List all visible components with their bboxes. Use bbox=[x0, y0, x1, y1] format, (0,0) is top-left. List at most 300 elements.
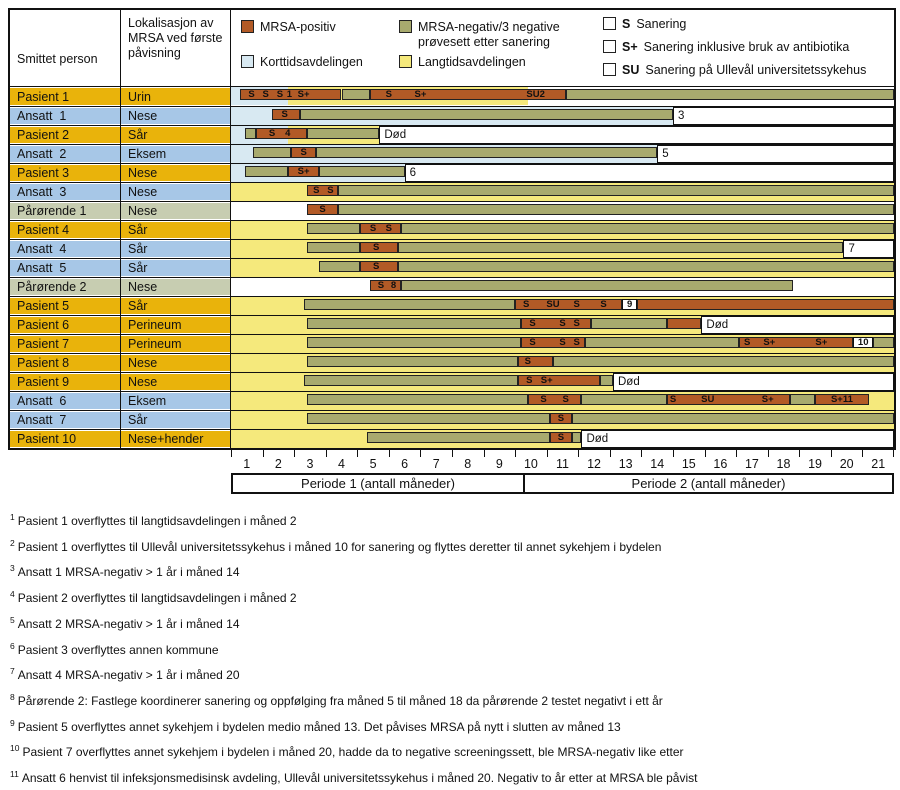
sanering-mark: 1 bbox=[286, 89, 293, 100]
site-label-cell bbox=[121, 391, 230, 410]
legend-item bbox=[399, 55, 526, 70]
site-label: Sår bbox=[121, 298, 230, 314]
site-label-cell bbox=[121, 315, 230, 334]
footnote bbox=[10, 687, 890, 713]
footnote-text: Pasient 7 overflyttes annet sykehjem i bydelen i måned 20, hadde da to negative screeningssett, ble MRSA-negativ like etter bbox=[22, 745, 684, 760]
sanering-mark: 4 bbox=[285, 128, 291, 139]
sanering-mark: S bbox=[248, 89, 255, 100]
month-axis bbox=[231, 450, 894, 473]
sanering-mark: S bbox=[529, 318, 536, 329]
timeline-row bbox=[231, 106, 894, 125]
footnote-number: 3 bbox=[10, 563, 15, 574]
month-tick bbox=[641, 450, 642, 457]
sanering-mark: S bbox=[526, 375, 533, 386]
person-label-cell bbox=[10, 87, 120, 106]
sanering-mark: S+ bbox=[763, 337, 776, 348]
month-label: 10 bbox=[523, 457, 538, 471]
mrsa-negative-bar bbox=[307, 223, 361, 234]
footnote-number: 6 bbox=[10, 640, 15, 651]
timeline-row bbox=[231, 353, 894, 372]
timeline-rows bbox=[231, 87, 894, 448]
timeline-row bbox=[231, 277, 894, 296]
footnote-number: 10 bbox=[10, 743, 20, 754]
sanering-mark: S+ bbox=[414, 89, 427, 100]
timeline-row bbox=[231, 334, 894, 353]
sanering-mark: SU2 bbox=[526, 89, 545, 100]
site-label-cell bbox=[121, 125, 230, 144]
month-tick bbox=[862, 450, 863, 457]
site-label-cell bbox=[121, 201, 230, 220]
site-label: Nese bbox=[121, 184, 230, 200]
footnote-text: Pårørende 2: Fastlege koordinerer sanering og oppfølging fra måned 5 til måned 18 da pårørende 2 testet negativt i ett år bbox=[17, 693, 663, 708]
month-label: 7 bbox=[432, 457, 440, 471]
month-label: 21 bbox=[871, 457, 886, 471]
death-box: Død bbox=[613, 373, 894, 391]
site-label-cell bbox=[121, 163, 230, 182]
sanering-mark: S+ bbox=[815, 337, 828, 348]
site-label: Nese bbox=[121, 279, 230, 295]
person-label: Pasient 6 bbox=[10, 317, 120, 333]
month-label: 5 bbox=[369, 457, 377, 471]
month-tick bbox=[578, 450, 579, 457]
person-label: Pasient 2 bbox=[10, 127, 120, 143]
sanering-mark: S bbox=[268, 128, 276, 139]
sanering-mark: S+ bbox=[297, 166, 310, 177]
person-label-cell bbox=[10, 410, 120, 429]
sanering-mark: S bbox=[573, 337, 580, 348]
legend-swatch-icon bbox=[603, 17, 616, 30]
site-label-cell bbox=[121, 220, 230, 239]
person-label-cell bbox=[10, 220, 120, 239]
sanering-mark: S bbox=[669, 394, 677, 405]
person-label-cell bbox=[10, 391, 120, 410]
footnote bbox=[10, 533, 890, 559]
legend-swatch-icon bbox=[603, 63, 616, 76]
person-label: Pasient 7 bbox=[10, 336, 120, 352]
site-label-cell bbox=[121, 258, 230, 277]
site-label: Nese bbox=[121, 355, 230, 371]
timeline-row bbox=[231, 125, 894, 144]
mrsa-negative-bar bbox=[319, 166, 404, 177]
timeline-row bbox=[231, 296, 894, 315]
site-label-cell bbox=[121, 144, 230, 163]
mrsa-negative-bar bbox=[307, 318, 522, 329]
month-label: 16 bbox=[713, 457, 728, 471]
mrsa-negative-bar bbox=[572, 413, 894, 424]
person-label: Pasient 1 bbox=[10, 88, 120, 105]
site-label: Urin bbox=[121, 88, 230, 105]
mrsa-negative-bar bbox=[572, 432, 581, 443]
mrsa-negative-bar bbox=[304, 299, 516, 310]
month-tick bbox=[547, 450, 548, 457]
sanering-mark: S bbox=[559, 337, 566, 348]
footnote bbox=[10, 661, 890, 687]
month-tick bbox=[263, 450, 264, 457]
footnote-marker-box: 10 bbox=[853, 337, 874, 348]
person-label-cell bbox=[10, 106, 120, 125]
month-tick bbox=[831, 450, 832, 457]
column-header-person: Smittet person bbox=[17, 52, 98, 66]
sanering-mark: S bbox=[523, 299, 530, 310]
site-label: Nese bbox=[121, 203, 230, 219]
legend-item bbox=[399, 20, 596, 49]
sanering-mark: S bbox=[319, 204, 326, 215]
mrsa-negative-bar bbox=[338, 185, 894, 196]
mrsa-negative-bar bbox=[307, 337, 522, 348]
footnote bbox=[10, 610, 890, 636]
death-box: Død bbox=[379, 126, 894, 144]
footnote bbox=[10, 764, 890, 790]
person-label-cell bbox=[10, 258, 120, 277]
mrsa-negative-bar bbox=[401, 280, 792, 291]
period-axis bbox=[231, 473, 894, 494]
mrsa-negative-bar bbox=[581, 394, 666, 405]
month-tick bbox=[357, 450, 358, 457]
sanering-mark: S bbox=[281, 109, 288, 120]
month-label: 20 bbox=[839, 457, 854, 471]
legend-label: Sanering inklusive bruk av antibiotika bbox=[643, 40, 850, 54]
mrsa-negative-bar bbox=[566, 89, 894, 100]
sanering-mark: S bbox=[300, 147, 307, 158]
mrsa-negative-bar bbox=[253, 147, 291, 158]
footnote-text: Pasient 2 overflyttes til langtidsavdelingen i måned 2 bbox=[17, 591, 297, 606]
site-label: Nese bbox=[121, 374, 230, 390]
person-label: Pasient 9 bbox=[10, 374, 120, 390]
timeline-row bbox=[231, 182, 894, 201]
timeline-row bbox=[231, 258, 894, 277]
month-label: 1 bbox=[243, 457, 251, 471]
month-label: 17 bbox=[744, 457, 759, 471]
sanering-mark: S bbox=[262, 89, 269, 100]
person-label-cell bbox=[10, 353, 120, 372]
timeline-row bbox=[231, 220, 894, 239]
site-label: Nese+hender bbox=[121, 431, 230, 447]
sanering-mark: SU bbox=[701, 394, 715, 405]
sanering-mark: S bbox=[600, 299, 607, 310]
site-label: Eksem bbox=[121, 146, 230, 162]
legend-swatch-icon bbox=[399, 55, 412, 68]
mrsa-positive-bar bbox=[528, 394, 582, 405]
person-label-cell bbox=[10, 125, 120, 144]
month-tick bbox=[326, 450, 327, 457]
site-label-cell bbox=[121, 106, 230, 125]
month-tick bbox=[705, 450, 706, 457]
footnote-number: 8 bbox=[10, 691, 15, 702]
death-box: Død bbox=[581, 430, 894, 448]
legend-swatch-icon bbox=[399, 20, 412, 33]
person-label: Pårørende 1 bbox=[10, 203, 120, 219]
footnote bbox=[10, 558, 890, 584]
mrsa-negative-bar bbox=[367, 432, 550, 443]
mrsa-negative-bar bbox=[316, 147, 657, 158]
site-label: Nese bbox=[121, 165, 230, 181]
sanering-mark: S+ bbox=[297, 89, 310, 100]
legend-label: MRSA-negativ/3 negative prøvesett etter sanering bbox=[418, 20, 560, 49]
sanering-mark: S bbox=[373, 242, 380, 253]
person-label: Pårørende 2 bbox=[10, 279, 120, 295]
month-tick bbox=[610, 450, 611, 457]
legend-swatch-icon bbox=[241, 55, 254, 68]
sanering-mark: S bbox=[744, 337, 751, 348]
person-label: Ansatt 7 bbox=[10, 412, 120, 428]
site-label-cell bbox=[121, 334, 230, 353]
death-box: Død bbox=[701, 316, 894, 334]
person-label: Pasient 4 bbox=[10, 222, 120, 238]
site-label-cell bbox=[121, 296, 230, 315]
mrsa-negative-bar bbox=[300, 109, 673, 120]
legend-key: SU bbox=[622, 63, 640, 77]
footnote-marker-box: 9 bbox=[622, 299, 636, 310]
mrsa-negative-bar bbox=[307, 413, 550, 424]
month-tick bbox=[736, 450, 737, 457]
person-label: Pasient 5 bbox=[10, 298, 120, 314]
legend-swatch-icon bbox=[241, 20, 254, 33]
site-label: Nese bbox=[121, 108, 230, 124]
footnote-number: 7 bbox=[10, 666, 15, 677]
month-label: 14 bbox=[650, 457, 665, 471]
month-tick bbox=[231, 450, 232, 457]
footnote-number: 4 bbox=[10, 589, 15, 600]
person-label-cell bbox=[10, 144, 120, 163]
legend-item bbox=[603, 63, 866, 78]
sanering-mark: S bbox=[327, 185, 334, 196]
mrsa-negative-bar bbox=[401, 223, 894, 234]
mrsa-negative-bar bbox=[398, 261, 894, 272]
mrsa-negative-bar bbox=[873, 337, 894, 348]
mrsa-negative-bar bbox=[307, 356, 519, 367]
legend-label: Sanering bbox=[636, 17, 687, 31]
footnote-end-box: 5 bbox=[657, 145, 894, 163]
mrsa-negative-bar bbox=[307, 394, 528, 405]
legend-label: Korttidsavdelingen bbox=[260, 55, 363, 69]
person-label: Ansatt 5 bbox=[10, 260, 120, 276]
legend-label: Langtidsavdelingen bbox=[418, 55, 526, 69]
month-tick bbox=[452, 450, 453, 457]
footnote-text: Ansatt 1 MRSA-negativ > 1 år i måned 14 bbox=[17, 565, 240, 580]
mrsa-negative-bar bbox=[342, 89, 370, 100]
person-label-cell bbox=[10, 429, 120, 448]
person-label-cell bbox=[10, 201, 120, 220]
sanering-mark: S bbox=[559, 318, 566, 329]
site-label-cell bbox=[121, 277, 230, 296]
month-label: 19 bbox=[808, 457, 823, 471]
month-tick bbox=[484, 450, 485, 457]
legend-item bbox=[603, 17, 686, 32]
month-label: 6 bbox=[401, 457, 409, 471]
month-tick bbox=[389, 450, 390, 457]
mrsa-negative-bar bbox=[398, 242, 843, 253]
timeline-row bbox=[231, 391, 894, 410]
sanering-mark: 8 bbox=[390, 280, 397, 291]
legend-key: S+ bbox=[622, 40, 638, 54]
person-label: Ansatt 1 bbox=[10, 108, 120, 124]
legend-label: MRSA-positiv bbox=[260, 20, 336, 34]
footnote-text: Ansatt 4 MRSA-negativ > 1 år i måned 20 bbox=[17, 668, 240, 683]
site-label: Sår bbox=[121, 412, 230, 428]
sanering-mark: S+ bbox=[761, 394, 774, 405]
site-label-cell bbox=[121, 429, 230, 448]
timeline-row bbox=[231, 87, 894, 106]
person-label-cell bbox=[10, 296, 120, 315]
footnote-number: 1 bbox=[10, 512, 15, 522]
mrsa-positive-bar bbox=[667, 318, 702, 329]
sanering-mark: S bbox=[377, 280, 385, 291]
timeline-row bbox=[231, 163, 894, 182]
column-header-site: Lokalisasjon av MRSA ved første påvisning bbox=[128, 16, 223, 60]
footnote bbox=[10, 584, 890, 610]
sanering-mark: S bbox=[385, 223, 393, 234]
month-tick bbox=[673, 450, 674, 457]
person-label-cell bbox=[10, 182, 120, 201]
mrsa-positive-bar bbox=[739, 337, 853, 348]
month-tick bbox=[515, 450, 516, 457]
month-label: 4 bbox=[338, 457, 345, 471]
site-label-cell bbox=[121, 239, 230, 258]
footnote-number: 9 bbox=[10, 717, 15, 728]
footnote-text: Pasient 1 overflyttes til langtidsavdelingen i måned 2 bbox=[17, 514, 297, 528]
timeline-row bbox=[231, 201, 894, 220]
footnote-text: Ansatt 2 MRSA-negativ > 1 år i måned 14 bbox=[17, 616, 240, 631]
legend-item bbox=[241, 20, 336, 35]
sanering-mark: S bbox=[562, 394, 569, 405]
footnote-text: Ansatt 6 henvist til infeksjonsmedisinsk avdeling, Ullevål universitetssykehus i måned 20. Negativ to år etter at MRSA ble påvist bbox=[21, 771, 698, 786]
person-label: Ansatt 3 bbox=[10, 184, 120, 200]
month-label: 8 bbox=[464, 457, 472, 471]
month-label: 12 bbox=[587, 457, 602, 471]
sanering-mark: S bbox=[557, 413, 565, 424]
legend bbox=[231, 10, 894, 86]
footnote-text: Pasient 5 overflyttes annet sykehjem i bydelen medio måned 13. Det påvises MRSA på nytt i slutten av måned 13 bbox=[17, 719, 621, 734]
site-label-cell bbox=[121, 182, 230, 201]
site-label: Eksem bbox=[121, 393, 230, 409]
mrsa-negative-bar bbox=[307, 242, 361, 253]
site-label: Sår bbox=[121, 127, 230, 143]
person-label: Pasient 10 bbox=[10, 431, 120, 447]
sanering-mark: S bbox=[540, 394, 547, 405]
footnote-text: Pasient 1 overflyttes til Ullevål universitetssykehus i måned 10 for sanering og flyttes deretter til annet sykehjem i bydelen bbox=[17, 539, 662, 554]
site-label: Sår bbox=[121, 260, 230, 276]
footnote bbox=[10, 738, 890, 764]
legend-label: Sanering på Ullevål universitetssykehus bbox=[645, 63, 867, 77]
legend-swatch-icon bbox=[603, 40, 616, 53]
site-label: Sår bbox=[121, 222, 230, 238]
timeline-row bbox=[231, 239, 894, 258]
sanering-mark: S bbox=[276, 89, 284, 100]
mrsa-positive-bar bbox=[360, 223, 401, 234]
person-label: Ansatt 2 bbox=[10, 146, 120, 162]
person-label-cell bbox=[10, 372, 120, 391]
period-1-label: Periode 1 (antall måneder) bbox=[231, 473, 525, 494]
timeline-row bbox=[231, 144, 894, 163]
sanering-mark: S bbox=[529, 337, 536, 348]
sanering-mark: S bbox=[313, 185, 320, 196]
legend-item bbox=[603, 40, 849, 55]
period-2-label: Periode 2 (antall måneder) bbox=[523, 473, 894, 494]
sanering-mark: S bbox=[373, 261, 380, 272]
footnote-text: Pasient 3 overflyttes annen kommune bbox=[17, 642, 219, 657]
site-label-cell bbox=[121, 353, 230, 372]
footnote-number: 5 bbox=[10, 614, 15, 625]
person-label-cell bbox=[10, 277, 120, 296]
month-label: 9 bbox=[495, 457, 503, 471]
footnote-end-box: 3 bbox=[673, 107, 894, 125]
mrsa-negative-bar bbox=[591, 318, 667, 329]
mrsa-negative-bar bbox=[600, 375, 613, 386]
site-label: Sår bbox=[121, 241, 230, 257]
footnote-number: 11 bbox=[10, 769, 19, 780]
footnote-end-box: 6 bbox=[405, 164, 894, 182]
timeline-table bbox=[8, 8, 896, 450]
site-label: Perineum bbox=[121, 317, 230, 333]
mrsa-positive-bar bbox=[370, 280, 402, 291]
person-label-cell bbox=[10, 334, 120, 353]
mrsa-positive-bar bbox=[637, 299, 894, 310]
mrsa-negative-bar bbox=[245, 166, 288, 177]
legend-item bbox=[241, 55, 363, 70]
sanering-mark: S bbox=[524, 356, 531, 367]
mrsa-negative-bar bbox=[307, 128, 380, 139]
mrsa-negative-bar bbox=[585, 337, 740, 348]
month-tick bbox=[294, 450, 295, 457]
site-label-cell bbox=[121, 87, 230, 106]
month-label: 2 bbox=[274, 457, 282, 471]
person-label-cell bbox=[10, 239, 120, 258]
mrsa-negative-bar bbox=[553, 356, 894, 367]
mrsa-negative-bar bbox=[245, 128, 256, 139]
mrsa-negative-bar bbox=[790, 394, 815, 405]
legend-key: S bbox=[622, 17, 631, 31]
mrsa-positive-bar bbox=[518, 356, 553, 367]
timeline-row bbox=[231, 429, 894, 448]
timeline-row bbox=[231, 315, 894, 334]
sanering-mark: S+ bbox=[540, 375, 553, 386]
sanering-mark: S bbox=[573, 318, 580, 329]
person-label-cell bbox=[10, 315, 120, 334]
month-label: 3 bbox=[306, 457, 314, 471]
footnote bbox=[10, 507, 890, 533]
sanering-mark: S+11 bbox=[830, 394, 853, 405]
footnote-number: 2 bbox=[10, 537, 15, 548]
month-label: 11 bbox=[556, 457, 569, 471]
person-label: Pasient 3 bbox=[10, 165, 120, 181]
month-label: 13 bbox=[618, 457, 633, 471]
sanering-mark: S bbox=[369, 223, 377, 234]
month-tick bbox=[768, 450, 769, 457]
sanering-mark: SU bbox=[546, 299, 560, 310]
mrsa-negative-bar bbox=[304, 375, 519, 386]
site-label-cell bbox=[121, 410, 230, 429]
footnotes bbox=[10, 507, 890, 790]
timeline-row bbox=[231, 372, 894, 391]
site-label-cell bbox=[121, 372, 230, 391]
sanering-mark: S bbox=[573, 299, 580, 310]
month-tick bbox=[420, 450, 421, 457]
footnote-end-box: 7 bbox=[843, 240, 894, 258]
month-tick bbox=[799, 450, 800, 457]
site-label: Perineum bbox=[121, 336, 230, 352]
footnote bbox=[10, 636, 890, 662]
month-label: 15 bbox=[681, 457, 696, 471]
mrsa-negative-bar bbox=[319, 261, 360, 272]
sanering-mark: S bbox=[385, 89, 393, 100]
timeline-row bbox=[231, 410, 894, 429]
person-label-cell bbox=[10, 163, 120, 182]
person-label: Ansatt 4 bbox=[10, 241, 120, 257]
month-label: 18 bbox=[776, 457, 791, 471]
sanering-mark: S bbox=[557, 432, 565, 443]
person-label: Pasient 8 bbox=[10, 355, 120, 371]
person-label: Ansatt 6 bbox=[10, 393, 120, 409]
